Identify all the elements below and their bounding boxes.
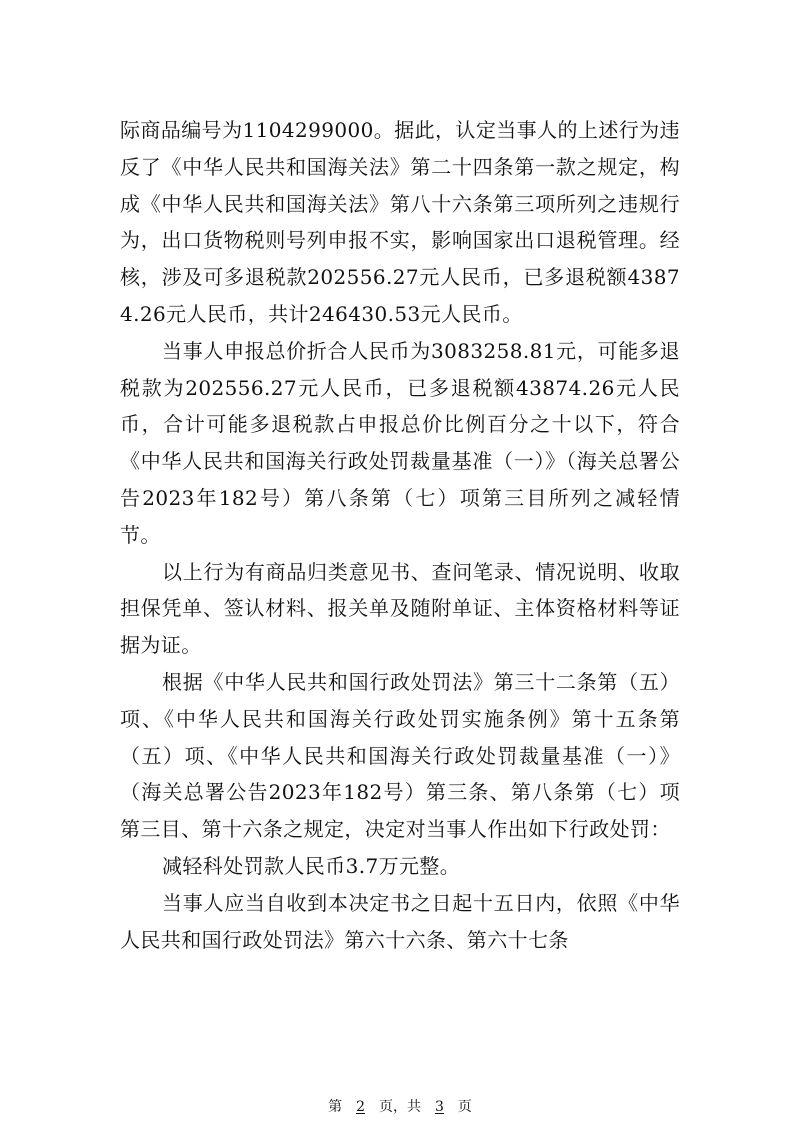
paragraph-evidence: 以上行为有商品归类意见书、查问笔录、情况说明、收取担保凭单、签认材料、报关单及随附单证、主体资格材料等证据为证。 <box>120 559 680 658</box>
paragraph-mitigating-circumstances: 当事人申报总价折合人民币为3083258.81元，可能多退税款为202556.27元人民币，已多退税额43874.26元人民币，合计可能多退税款占申报总价比例百分之十以下，符合《中华人民共和国海关行政处罚裁量基准（一）》（海关总署公告2023年182号）第八条第（七）项第三目所列之减轻情节。 <box>120 338 680 547</box>
footer-middle: 页，共 <box>379 1099 421 1115</box>
page-footer <box>0 1098 800 1116</box>
paragraph-payment-obligation: 当事人应当自收到本决定书之日起十五日内，依照《中华人民共和国行政处罚法》第六十六条、第六十七条 <box>120 890 680 952</box>
paragraph-violation-finding: 际商品编号为1104299000。据此，认定当事人的上述行为违反了《中华人民共和国海关法》第二十四条第一款之规定，构成《中华人民共和国海关法》第八十六条第三项所列之违规行为，出口货物税则号列申报不实，影响国家出口退税管理。经核，涉及可多退税款202556.27元人民币，已多退税额43874.26元人民币，共计246430.53元人民币。 <box>120 118 680 326</box>
paragraph-penalty: 减轻科处罚款人民币3.7万元整。 <box>162 853 461 878</box>
paragraph-legal-basis: 根据《中华人民共和国行政处罚法》第三十二条第（五）项、《中华人民共和国海关行政处罚实施条例》第十五条第（五）项、《中华人民共和国海关行政处罚裁量基准（一）》（海关总署公告2023年182号）第三条、第八条第（七）项第三目、第十六条之规定，决定对当事人作出如下行政处罚： <box>120 669 680 842</box>
footer-prefix: 第 <box>328 1099 343 1115</box>
total-pages-number: 3 <box>434 1099 444 1115</box>
current-page-number: 2 <box>356 1099 365 1115</box>
footer-suffix: 页 <box>457 1099 472 1115</box>
document-body <box>120 112 680 958</box>
